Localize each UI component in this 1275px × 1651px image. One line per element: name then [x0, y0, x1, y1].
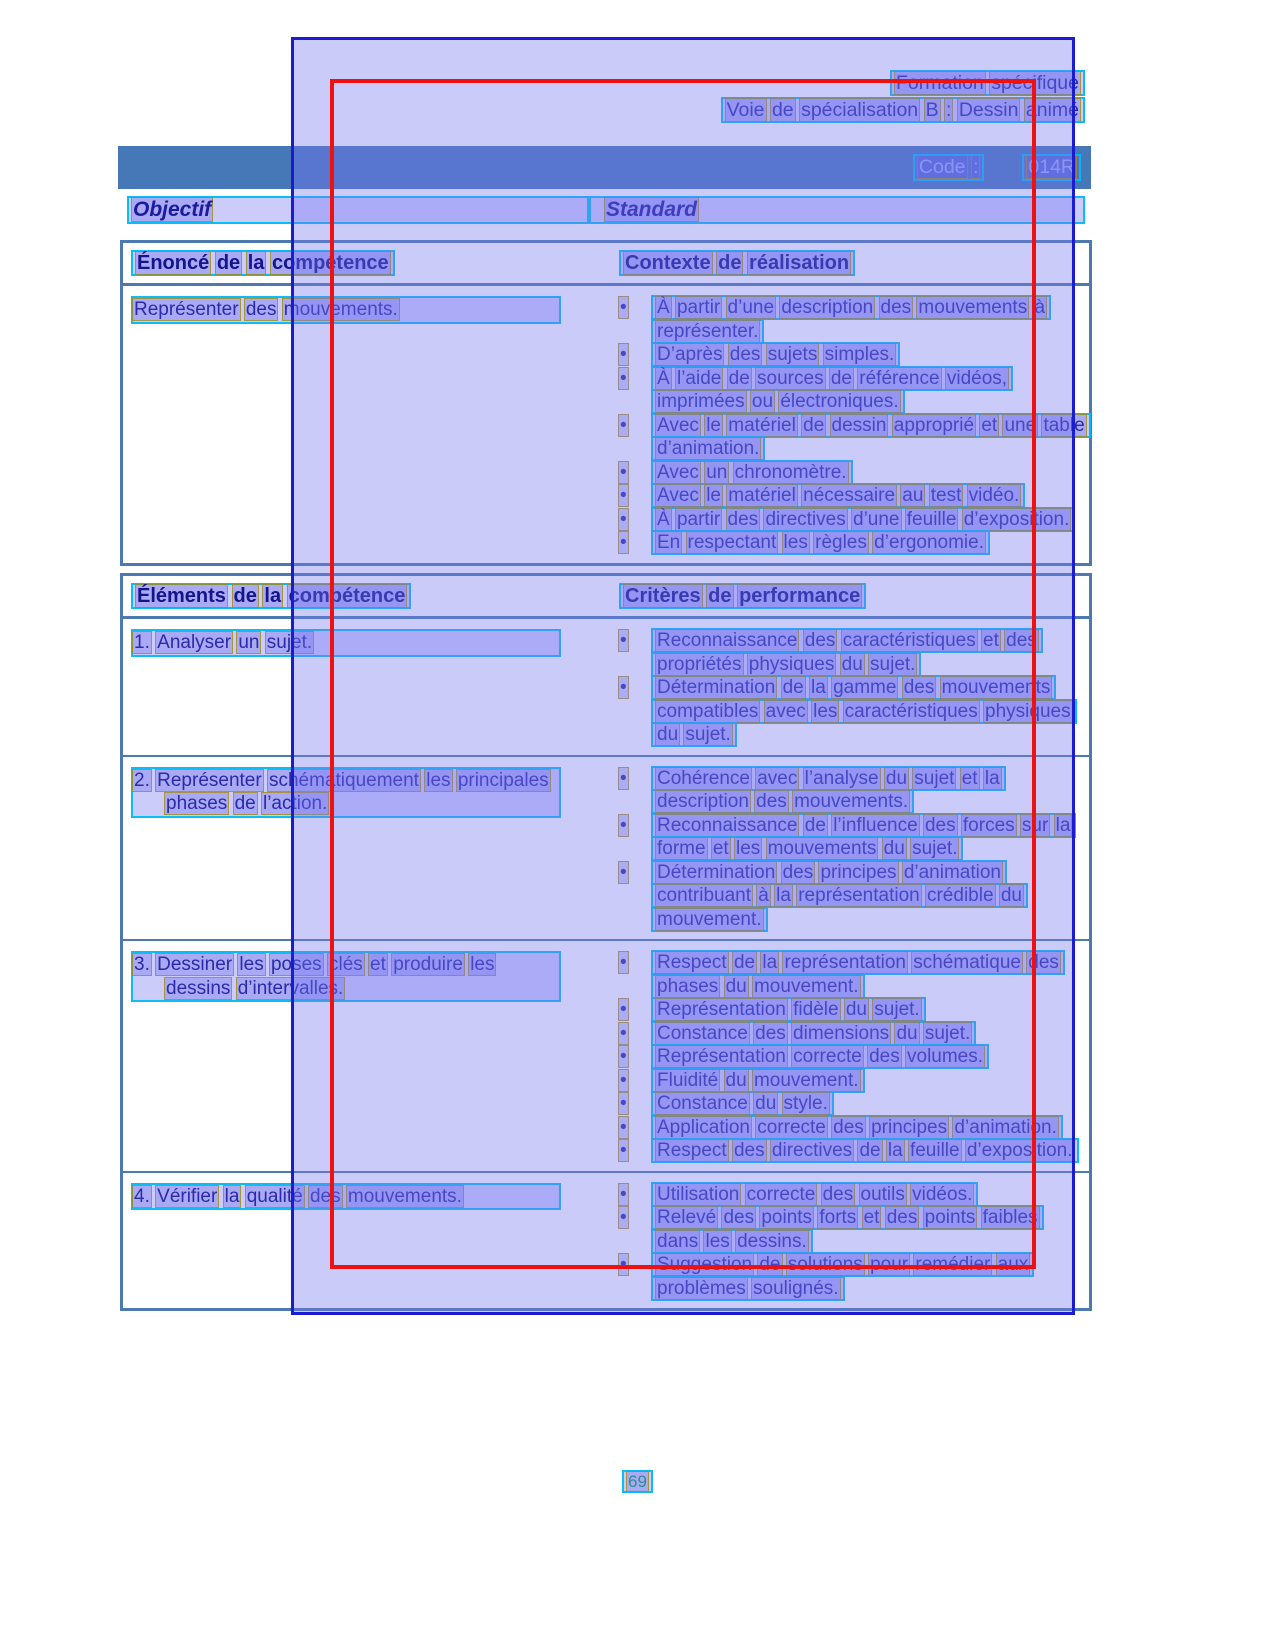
table-enonce-contexte [120, 240, 1092, 566]
header-line-voie [721, 99, 1085, 122]
list-item: • Détermination des principes d’animation contribuant à la représentation crédible du mouvement. [619, 861, 1087, 932]
list-item: • Avec le matériel nécessaire au test vidéo. [619, 484, 1087, 508]
list-item: • Fluidité du mouvement. [619, 1069, 1087, 1093]
bullet-icon: • [620, 1093, 627, 1114]
list-item: • Représentation correcte des volumes. [619, 1045, 1087, 1069]
table-row [123, 755, 1089, 940]
table-elements-criteres [120, 573, 1092, 1311]
list-item: • À l’aide de sources de référence vidéos, imprimées ou électroniques. [619, 367, 1087, 414]
bullet-icon: • [620, 297, 627, 318]
table-row [123, 939, 1089, 1171]
list-item: • Respect de la représentation schématique des phases du mouvement. [619, 951, 1087, 998]
bullet-icon: • [620, 861, 627, 883]
table1-body-row [123, 286, 1089, 563]
list-item: • Constance des dimensions du sujet. [619, 1022, 1087, 1046]
list-item: • D’après des sujets simples. [619, 343, 1087, 367]
list-item: • Avec un chronomètre. [619, 461, 1087, 485]
element-text: Analyser un sujet. [157, 632, 313, 653]
bullet-icon: • [620, 630, 627, 651]
list-item: • Application correcte des principes d’animation. [619, 1116, 1087, 1140]
list-item: • Relevé des points forts et des points faibles dans les dessins. [619, 1206, 1087, 1253]
code-label: Code : [913, 154, 984, 181]
list-item: • À partir d’une description des mouvements à représenter. [619, 296, 1087, 343]
list-item: • Cohérence avec l’analyse du sujet et la description des mouvements. [619, 767, 1087, 814]
criteria-list [619, 951, 1087, 1163]
criteria-list [619, 767, 1087, 932]
table-row [123, 619, 1089, 755]
bullet-icon: • [620, 1022, 627, 1044]
list-item: • Reconnaissance des caractéristiques et des propriétés physiques du sujet. [619, 629, 1087, 676]
header-line-voie-text: Voie de spécialisation B : Dessin animé [721, 97, 1085, 123]
objectif-standard-row [127, 196, 1085, 224]
bullet-icon: • [620, 814, 627, 836]
bullet-icon: • [620, 767, 627, 789]
element-number: 3. [134, 954, 150, 975]
list-item: • Reconnaissance de l’influence des forces sur la forme et les mouvements du sujet. [619, 814, 1087, 861]
element-text: Dessiner les poses clés et produire les dessins d’intervalles. [157, 954, 495, 999]
criteria-list [619, 629, 1087, 747]
standard-heading: Standard [589, 196, 1085, 224]
element-text: Représenter schématiquement les principales phases de l’action. [157, 769, 549, 814]
objectif-heading: Objectif [127, 196, 589, 224]
list-item: • Suggestion de solutions pour remédier aux problèmes soulignés. [619, 1253, 1087, 1300]
header-line-formation-text: Formation spécifique [890, 70, 1085, 96]
bullet-icon: • [620, 1207, 627, 1228]
bullet-icon: • [620, 1140, 627, 1161]
header-line-formation [890, 72, 1085, 95]
table-row [123, 1171, 1089, 1309]
table2-col2-header: Critères de performance [603, 576, 1089, 616]
list-item: • À partir des directives d’une feuille d’exposition. [619, 508, 1087, 532]
list-item: • Constance du style. [619, 1092, 1087, 1116]
element-number: 4. [134, 1185, 150, 1207]
bullet-icon: • [620, 485, 627, 506]
element-number: 1. [134, 632, 150, 653]
bullet-icon: • [620, 677, 627, 698]
bullet-icon: • [620, 1069, 627, 1091]
page-number: 69 [0, 1472, 1275, 1492]
contexte-cell [603, 286, 1097, 563]
list-item: • Détermination de la gamme des mouvements compatibles avec les caractéristiques physiques du sujet. [619, 676, 1087, 747]
bullet-icon: • [620, 508, 627, 530]
list-item: • Avec le matériel de dessin approprié et une table d’animation. [619, 414, 1087, 461]
bullet-icon: • [620, 999, 627, 1020]
competence-statement-cell [123, 286, 603, 563]
bullet-icon: • [620, 1116, 627, 1138]
competence-statement: Représenter des mouvements. [134, 299, 398, 320]
bullet-icon: • [620, 532, 627, 553]
list-item: • Utilisation correcte des outils vidéos. [619, 1183, 1087, 1207]
list-item: • Représentation fidèle du sujet. [619, 998, 1087, 1022]
element-text: Vérifier la qualité des mouvements. [157, 1185, 462, 1207]
criteria-list [619, 1183, 1087, 1301]
bullet-icon: • [620, 1254, 627, 1275]
bullet-icon: • [620, 461, 627, 483]
list-item: • En respectant les règles d’ergonomie. [619, 531, 1087, 555]
bullet-icon: • [620, 367, 627, 389]
table1-header-row [123, 243, 1089, 286]
table2-header-row [123, 576, 1089, 619]
bullet-icon: • [620, 1183, 627, 1205]
list-item: • Respect des directives de la feuille d’exposition. [619, 1139, 1087, 1163]
bullet-icon: • [620, 1046, 627, 1067]
contexte-list [619, 296, 1087, 555]
code-value: 014R [1022, 154, 1081, 181]
table1-col2-header: Contexte de réalisation [603, 243, 1089, 283]
element-number: 2. [134, 769, 150, 791]
bullet-icon: • [620, 344, 627, 365]
bullet-icon: • [620, 414, 627, 436]
table1-col1-header: Énoncé de la compétence [123, 243, 603, 283]
table2-col1-header: Éléments de la compétence [123, 576, 603, 616]
title-banner [118, 146, 1091, 189]
bullet-icon: • [620, 952, 627, 973]
